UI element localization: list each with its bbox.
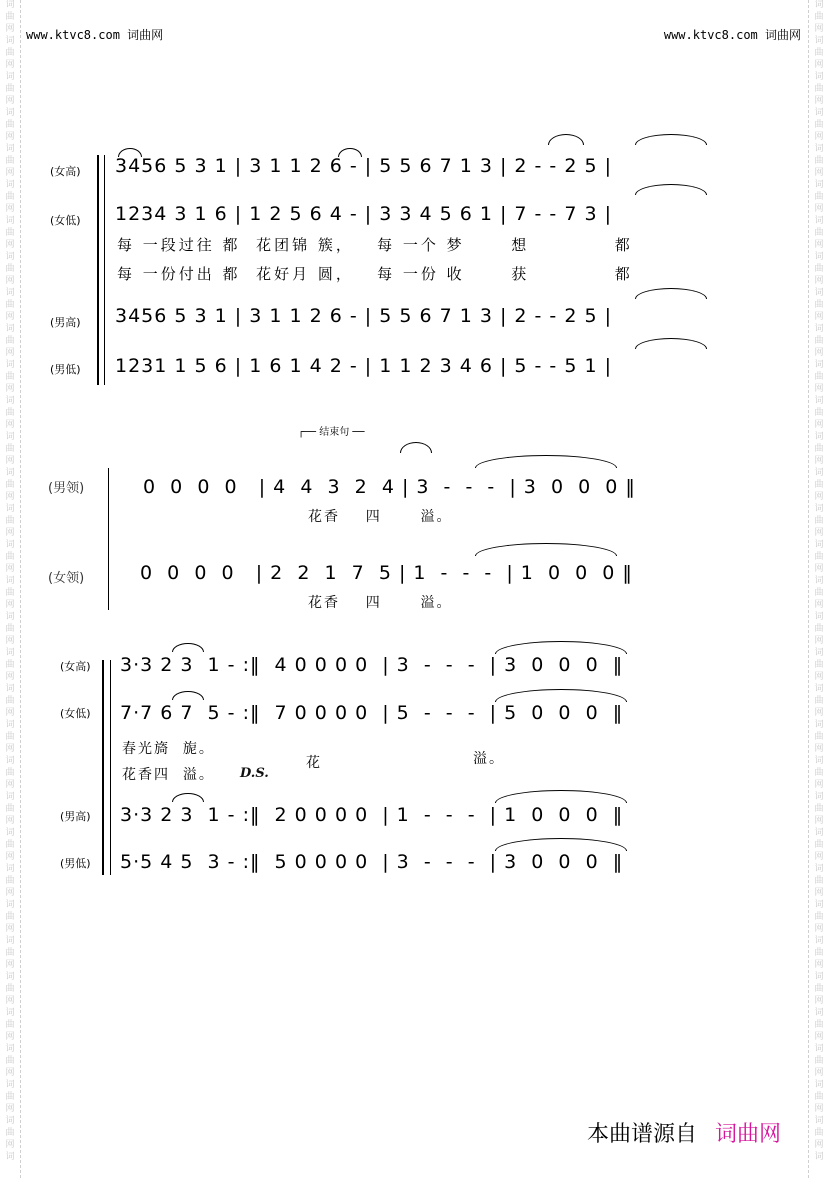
- section-label: ┌── 结束句 ──: [298, 427, 365, 438]
- lyric-line: 花香 四 溢。: [308, 509, 453, 525]
- watermark-glyph: 网: [814, 852, 824, 862]
- watermark-glyph: 词: [5, 0, 15, 10]
- tie-mark: [475, 455, 617, 468]
- watermark-glyph: 词: [5, 972, 15, 982]
- watermark-glyph: 词: [5, 936, 15, 946]
- watermark-glyph: 网: [814, 492, 824, 502]
- tie-mark: [635, 288, 707, 299]
- watermark-glyph: 词: [814, 1080, 824, 1090]
- watermark-glyph: 词: [5, 540, 15, 550]
- watermark-glyph: 网: [814, 672, 824, 682]
- watermark-glyph: 曲: [5, 552, 15, 562]
- notation-line: 3·3 2 3 1 - :‖ 4 0 0 0 0 | 3 - - - | 3 0 0 0 ‖: [120, 654, 624, 676]
- watermark-glyph: 词: [814, 180, 824, 190]
- watermark-glyph: 曲: [5, 1092, 15, 1102]
- watermark-glyph: 曲: [814, 876, 824, 886]
- watermark-glyph: 曲: [5, 660, 15, 670]
- voice-label: (男高): [50, 316, 81, 329]
- watermark-glyph: 曲: [814, 768, 824, 778]
- watermark-glyph: 曲: [814, 732, 824, 742]
- watermark-glyph: 曲: [814, 480, 824, 490]
- watermark-glyph: 网: [814, 600, 824, 610]
- watermark-glyph: 曲: [814, 192, 824, 202]
- watermark-glyph: 网: [5, 744, 15, 754]
- watermark-glyph: 曲: [5, 1128, 15, 1138]
- watermark-glyph: 词: [814, 792, 824, 802]
- watermark-glyph: 词: [814, 432, 824, 442]
- watermark-glyph: 网: [5, 24, 15, 34]
- watermark-glyph: 网: [814, 708, 824, 718]
- watermark-glyph: 网: [5, 672, 15, 682]
- watermark-glyph: 网: [814, 96, 824, 106]
- source-footer: [587, 1117, 781, 1148]
- lyric-line: 花香 四 溢。: [308, 595, 453, 611]
- watermark-glyph: 词: [5, 216, 15, 226]
- watermark-glyph: 词: [814, 252, 824, 262]
- watermark-glyph: 词: [5, 828, 15, 838]
- watermark-glyph: 网: [814, 528, 824, 538]
- watermark-glyph: 网: [5, 780, 15, 790]
- watermark-glyph: 曲: [5, 696, 15, 706]
- system3-brace: [102, 660, 104, 875]
- lyric-line: 溢。: [473, 751, 505, 767]
- watermark-glyph: 曲: [5, 984, 15, 994]
- notation-line: 3456 5 3 1 | 3 1 1 2 6 - | 5 5 6 7 1 3 | 2 - - 2 5 |: [115, 155, 612, 177]
- watermark-glyph: 曲: [5, 948, 15, 958]
- watermark-glyph: 词: [814, 108, 824, 118]
- watermark-glyph: 词: [814, 504, 824, 514]
- watermark-glyph: 网: [814, 420, 824, 430]
- watermark-glyph: 曲: [5, 912, 15, 922]
- watermark-glyph: 网: [814, 888, 824, 898]
- watermark-glyph: 网: [5, 96, 15, 106]
- watermark-glyph: 曲: [814, 912, 824, 922]
- tie-mark: [495, 689, 627, 702]
- lyric-line: 花: [306, 755, 322, 771]
- watermark-glyph: 曲: [814, 660, 824, 670]
- watermark-glyph: 曲: [5, 192, 15, 202]
- watermark-glyph: 词: [814, 72, 824, 82]
- watermark-glyph: 曲: [5, 840, 15, 850]
- fermata-slur: [400, 442, 432, 453]
- lyric-line: 花香四 溢。: [122, 767, 215, 783]
- watermark-glyph: 网: [5, 636, 15, 646]
- watermark-glyph: 词: [5, 396, 15, 406]
- watermark-glyph: 曲: [814, 372, 824, 382]
- watermark-glyph: 词: [5, 432, 15, 442]
- watermark-glyph: 词: [5, 1116, 15, 1126]
- notation-line: 3456 5 3 1 | 3 1 1 2 6 - | 5 5 6 7 1 3 | 2 - - 2 5 |: [115, 305, 612, 327]
- watermark-glyph: 词: [5, 144, 15, 154]
- watermark-glyph: 词: [814, 36, 824, 46]
- watermark-glyph: 曲: [5, 228, 15, 238]
- watermark-glyph: 网: [5, 564, 15, 574]
- watermark-glyph: 网: [5, 492, 15, 502]
- voice-label: (男低): [50, 363, 81, 376]
- tie-mark: [495, 838, 627, 851]
- voice-label: (女高): [50, 165, 81, 178]
- watermark-glyph: 曲: [814, 264, 824, 274]
- notation-line: 5·5 4 5 3 - :‖ 5 0 0 0 0 | 3 - - - | 3 0 0 0 ‖: [120, 851, 624, 873]
- watermark-glyph: 曲: [5, 12, 15, 22]
- watermark-glyph: 词: [814, 828, 824, 838]
- header-right-url[interactable]: www.ktvc8.com 词曲网: [663, 28, 801, 42]
- watermark-glyph: 网: [814, 996, 824, 1006]
- watermark-glyph: 词: [814, 396, 824, 406]
- voice-label: (女高): [60, 660, 91, 673]
- watermark-glyph: 曲: [814, 156, 824, 166]
- watermark-glyph: 曲: [5, 336, 15, 346]
- watermark-glyph: 曲: [814, 444, 824, 454]
- watermark-glyph: 词: [814, 288, 824, 298]
- watermark-glyph: 网: [5, 456, 15, 466]
- voice-label: (女低): [60, 707, 91, 720]
- watermark-glyph: 词: [814, 972, 824, 982]
- watermark-glyph: 词: [5, 900, 15, 910]
- watermark-glyph: 词: [5, 360, 15, 370]
- watermark-glyph: 曲: [5, 876, 15, 886]
- watermark-glyph: 词: [5, 108, 15, 118]
- watermark-glyph: 网: [5, 960, 15, 970]
- watermark-glyph: 曲: [814, 516, 824, 526]
- left-watermark-column: [0, 0, 21, 1178]
- watermark-glyph: 词: [814, 864, 824, 874]
- watermark-glyph: 网: [5, 384, 15, 394]
- watermark-glyph: 曲: [814, 588, 824, 598]
- watermark-glyph: 词: [5, 612, 15, 622]
- watermark-glyph: 网: [5, 600, 15, 610]
- lyric-line: 每 一份付出 都 花好月 圆， 每 一份 收 获 都: [117, 265, 633, 283]
- watermark-glyph: 词: [814, 1152, 824, 1162]
- watermark-glyph: 网: [5, 204, 15, 214]
- watermark-glyph: 网: [814, 168, 824, 178]
- watermark-glyph: 网: [5, 1140, 15, 1150]
- watermark-glyph: 网: [814, 204, 824, 214]
- watermark-glyph: 网: [814, 132, 824, 142]
- watermark-glyph: 网: [814, 816, 824, 826]
- right-watermark-column: [808, 0, 829, 1178]
- watermark-glyph: 曲: [814, 624, 824, 634]
- watermark-glyph: 词: [814, 1008, 824, 1018]
- watermark-glyph: 词: [814, 756, 824, 766]
- watermark-glyph: 网: [5, 708, 15, 718]
- watermark-glyph: 网: [814, 1140, 824, 1150]
- watermark-glyph: 网: [814, 348, 824, 358]
- watermark-glyph: 网: [814, 960, 824, 970]
- watermark-glyph: 曲: [814, 84, 824, 94]
- system2-bracket-line: [108, 468, 109, 610]
- watermark-glyph: 词: [814, 720, 824, 730]
- watermark-glyph: 词: [5, 324, 15, 334]
- watermark-glyph: 曲: [5, 120, 15, 130]
- watermark-glyph: 词: [814, 144, 824, 154]
- watermark-glyph: 词: [814, 1116, 824, 1126]
- watermark-glyph: 曲: [5, 768, 15, 778]
- watermark-glyph: 词: [814, 900, 824, 910]
- watermark-glyph: 词: [5, 792, 15, 802]
- slur-mark: [172, 793, 204, 802]
- watermark-glyph: 词: [5, 720, 15, 730]
- notation-line: 3·3 2 3 1 - :‖ 2 0 0 0 0 | 1 - - - | 1 0 0 0 ‖: [120, 804, 624, 826]
- watermark-glyph: 曲: [5, 156, 15, 166]
- slur-mark: [172, 691, 204, 700]
- watermark-glyph: 曲: [5, 372, 15, 382]
- watermark-glyph: 网: [814, 780, 824, 790]
- watermark-glyph: 网: [5, 420, 15, 430]
- watermark-glyph: 词: [5, 36, 15, 46]
- watermark-glyph: 曲: [814, 840, 824, 850]
- watermark-glyph: 曲: [5, 84, 15, 94]
- system1-bracket-line: [104, 155, 105, 385]
- voice-label: (男高): [60, 810, 91, 823]
- section-label-text: 结束句: [319, 427, 350, 438]
- watermark-glyph: 曲: [814, 120, 824, 130]
- ds-mark: D.S.: [240, 766, 269, 781]
- watermark-glyph: 网: [5, 852, 15, 862]
- watermark-glyph: 曲: [5, 480, 15, 490]
- watermark-glyph: 网: [814, 1068, 824, 1078]
- watermark-glyph: 曲: [5, 48, 15, 58]
- watermark-glyph: 网: [814, 924, 824, 934]
- watermark-glyph: 词: [814, 540, 824, 550]
- watermark-glyph: 曲: [814, 336, 824, 346]
- system1-brace: [97, 155, 99, 385]
- watermark-glyph: 网: [5, 1032, 15, 1042]
- watermark-glyph: 词: [814, 648, 824, 658]
- watermark-glyph: 词: [5, 576, 15, 586]
- notation-line: 0 0 0 0 | 4 4 3 2 4 | 3 - - - | 3 0 0 0 ‖: [143, 476, 636, 498]
- watermark-glyph: 曲: [5, 804, 15, 814]
- watermark-glyph: 网: [5, 276, 15, 286]
- slur-mark: [118, 148, 142, 157]
- slur-mark: [548, 134, 584, 145]
- voice-label: (女领): [48, 571, 85, 586]
- watermark-glyph: 曲: [814, 1056, 824, 1066]
- watermark-glyph: 网: [814, 384, 824, 394]
- watermark-glyph: 曲: [5, 300, 15, 310]
- watermark-glyph: 网: [814, 456, 824, 466]
- watermark-glyph: 词: [814, 576, 824, 586]
- watermark-glyph: 曲: [814, 1092, 824, 1102]
- watermark-glyph: 曲: [5, 408, 15, 418]
- notation-line: 7·7 6 7 5 - :‖ 7 0 0 0 0 | 5 - - - | 5 0 0 0 ‖: [120, 702, 624, 724]
- watermark-glyph: 曲: [814, 696, 824, 706]
- watermark-glyph: 网: [5, 60, 15, 70]
- source-text: 本曲谱源自: [586, 1122, 697, 1147]
- notation-line: 0 0 0 0 | 2 2 1 7 5 | 1 - - - | 1 0 0 0 ‖: [140, 562, 633, 584]
- watermark-glyph: 曲: [814, 408, 824, 418]
- watermark-glyph: 网: [814, 312, 824, 322]
- watermark-glyph: 网: [814, 1032, 824, 1042]
- voice-label: (男领): [48, 481, 85, 496]
- watermark-glyph: 词: [814, 468, 824, 478]
- notation-line: 1231 1 5 6 | 1 6 1 4 2 - | 1 1 2 3 4 6 | 5 - - 5 1 |: [115, 355, 612, 377]
- watermark-glyph: 网: [814, 636, 824, 646]
- watermark-glyph: 词: [814, 1044, 824, 1054]
- tie-mark: [635, 338, 707, 349]
- watermark-glyph: 网: [5, 528, 15, 538]
- tie-mark: [475, 543, 617, 556]
- voice-label: (女低): [50, 214, 81, 227]
- watermark-glyph: 曲: [5, 732, 15, 742]
- watermark-glyph: 网: [814, 60, 824, 70]
- watermark-glyph: 网: [5, 240, 15, 250]
- watermark-glyph: 网: [5, 132, 15, 142]
- watermark-glyph: 网: [814, 744, 824, 754]
- watermark-glyph: 网: [814, 24, 824, 34]
- watermark-glyph: 网: [5, 168, 15, 178]
- watermark-glyph: 曲: [814, 48, 824, 58]
- brand-name[interactable]: 词曲网: [714, 1122, 781, 1147]
- watermark-glyph: 词: [814, 216, 824, 226]
- watermark-glyph: 网: [5, 816, 15, 826]
- notation-line: 1234 3 1 6 | 1 2 5 6 4 - | 3 3 4 5 6 1 | 7 - - 7 3 |: [115, 203, 612, 225]
- watermark-glyph: 曲: [5, 264, 15, 274]
- watermark-glyph: 词: [814, 0, 824, 10]
- lyric-line: 春光旖 旎。: [122, 741, 215, 757]
- watermark-glyph: 词: [5, 864, 15, 874]
- watermark-glyph: 词: [814, 936, 824, 946]
- watermark-glyph: 词: [814, 612, 824, 622]
- watermark-glyph: 网: [814, 564, 824, 574]
- watermark-glyph: 网: [5, 996, 15, 1006]
- watermark-glyph: 曲: [5, 588, 15, 598]
- watermark-glyph: 网: [814, 240, 824, 250]
- watermark-glyph: 词: [814, 360, 824, 370]
- watermark-glyph: 词: [5, 1044, 15, 1054]
- watermark-glyph: 网: [5, 888, 15, 898]
- watermark-glyph: 曲: [814, 804, 824, 814]
- watermark-glyph: 曲: [814, 1020, 824, 1030]
- watermark-glyph: 网: [5, 348, 15, 358]
- watermark-glyph: 网: [5, 312, 15, 322]
- watermark-glyph: 词: [5, 684, 15, 694]
- watermark-glyph: 曲: [5, 624, 15, 634]
- header-left-url[interactable]: www.ktvc8.com 词曲网: [26, 28, 164, 42]
- watermark-glyph: 词: [5, 288, 15, 298]
- watermark-glyph: 曲: [814, 984, 824, 994]
- watermark-glyph: 网: [5, 924, 15, 934]
- tie-mark: [495, 790, 627, 803]
- watermark-glyph: 词: [5, 468, 15, 478]
- watermark-glyph: 网: [5, 1068, 15, 1078]
- watermark-glyph: 曲: [5, 1020, 15, 1030]
- watermark-glyph: 曲: [814, 300, 824, 310]
- watermark-glyph: 曲: [814, 1128, 824, 1138]
- watermark-glyph: 词: [814, 324, 824, 334]
- watermark-glyph: 曲: [5, 444, 15, 454]
- tie-mark: [635, 134, 707, 145]
- watermark-glyph: 曲: [5, 1056, 15, 1066]
- watermark-glyph: 曲: [814, 552, 824, 562]
- tie-mark: [495, 641, 627, 654]
- watermark-glyph: 网: [814, 1104, 824, 1114]
- system3-bracket-line: [110, 660, 111, 875]
- slur-mark: [172, 643, 204, 652]
- watermark-glyph: 曲: [5, 516, 15, 526]
- watermark-glyph: 词: [5, 504, 15, 514]
- watermark-glyph: 词: [5, 72, 15, 82]
- voice-label: (男低): [60, 857, 91, 870]
- slur-mark: [338, 148, 362, 157]
- watermark-glyph: 词: [5, 648, 15, 658]
- watermark-glyph: 曲: [814, 948, 824, 958]
- watermark-glyph: 词: [5, 252, 15, 262]
- watermark-glyph: 网: [814, 276, 824, 286]
- watermark-glyph: 词: [5, 1008, 15, 1018]
- watermark-glyph: 词: [5, 180, 15, 190]
- watermark-glyph: 曲: [814, 12, 824, 22]
- watermark-glyph: 曲: [814, 228, 824, 238]
- watermark-glyph: 词: [5, 756, 15, 766]
- tie-mark: [635, 184, 707, 195]
- watermark-glyph: 词: [5, 1152, 15, 1162]
- lyric-line: 每 一段过往 都 花团锦 簇， 每 一个 梦 想 都: [117, 236, 633, 254]
- watermark-glyph: 网: [5, 1104, 15, 1114]
- watermark-glyph: 词: [814, 684, 824, 694]
- watermark-glyph: 词: [5, 1080, 15, 1090]
